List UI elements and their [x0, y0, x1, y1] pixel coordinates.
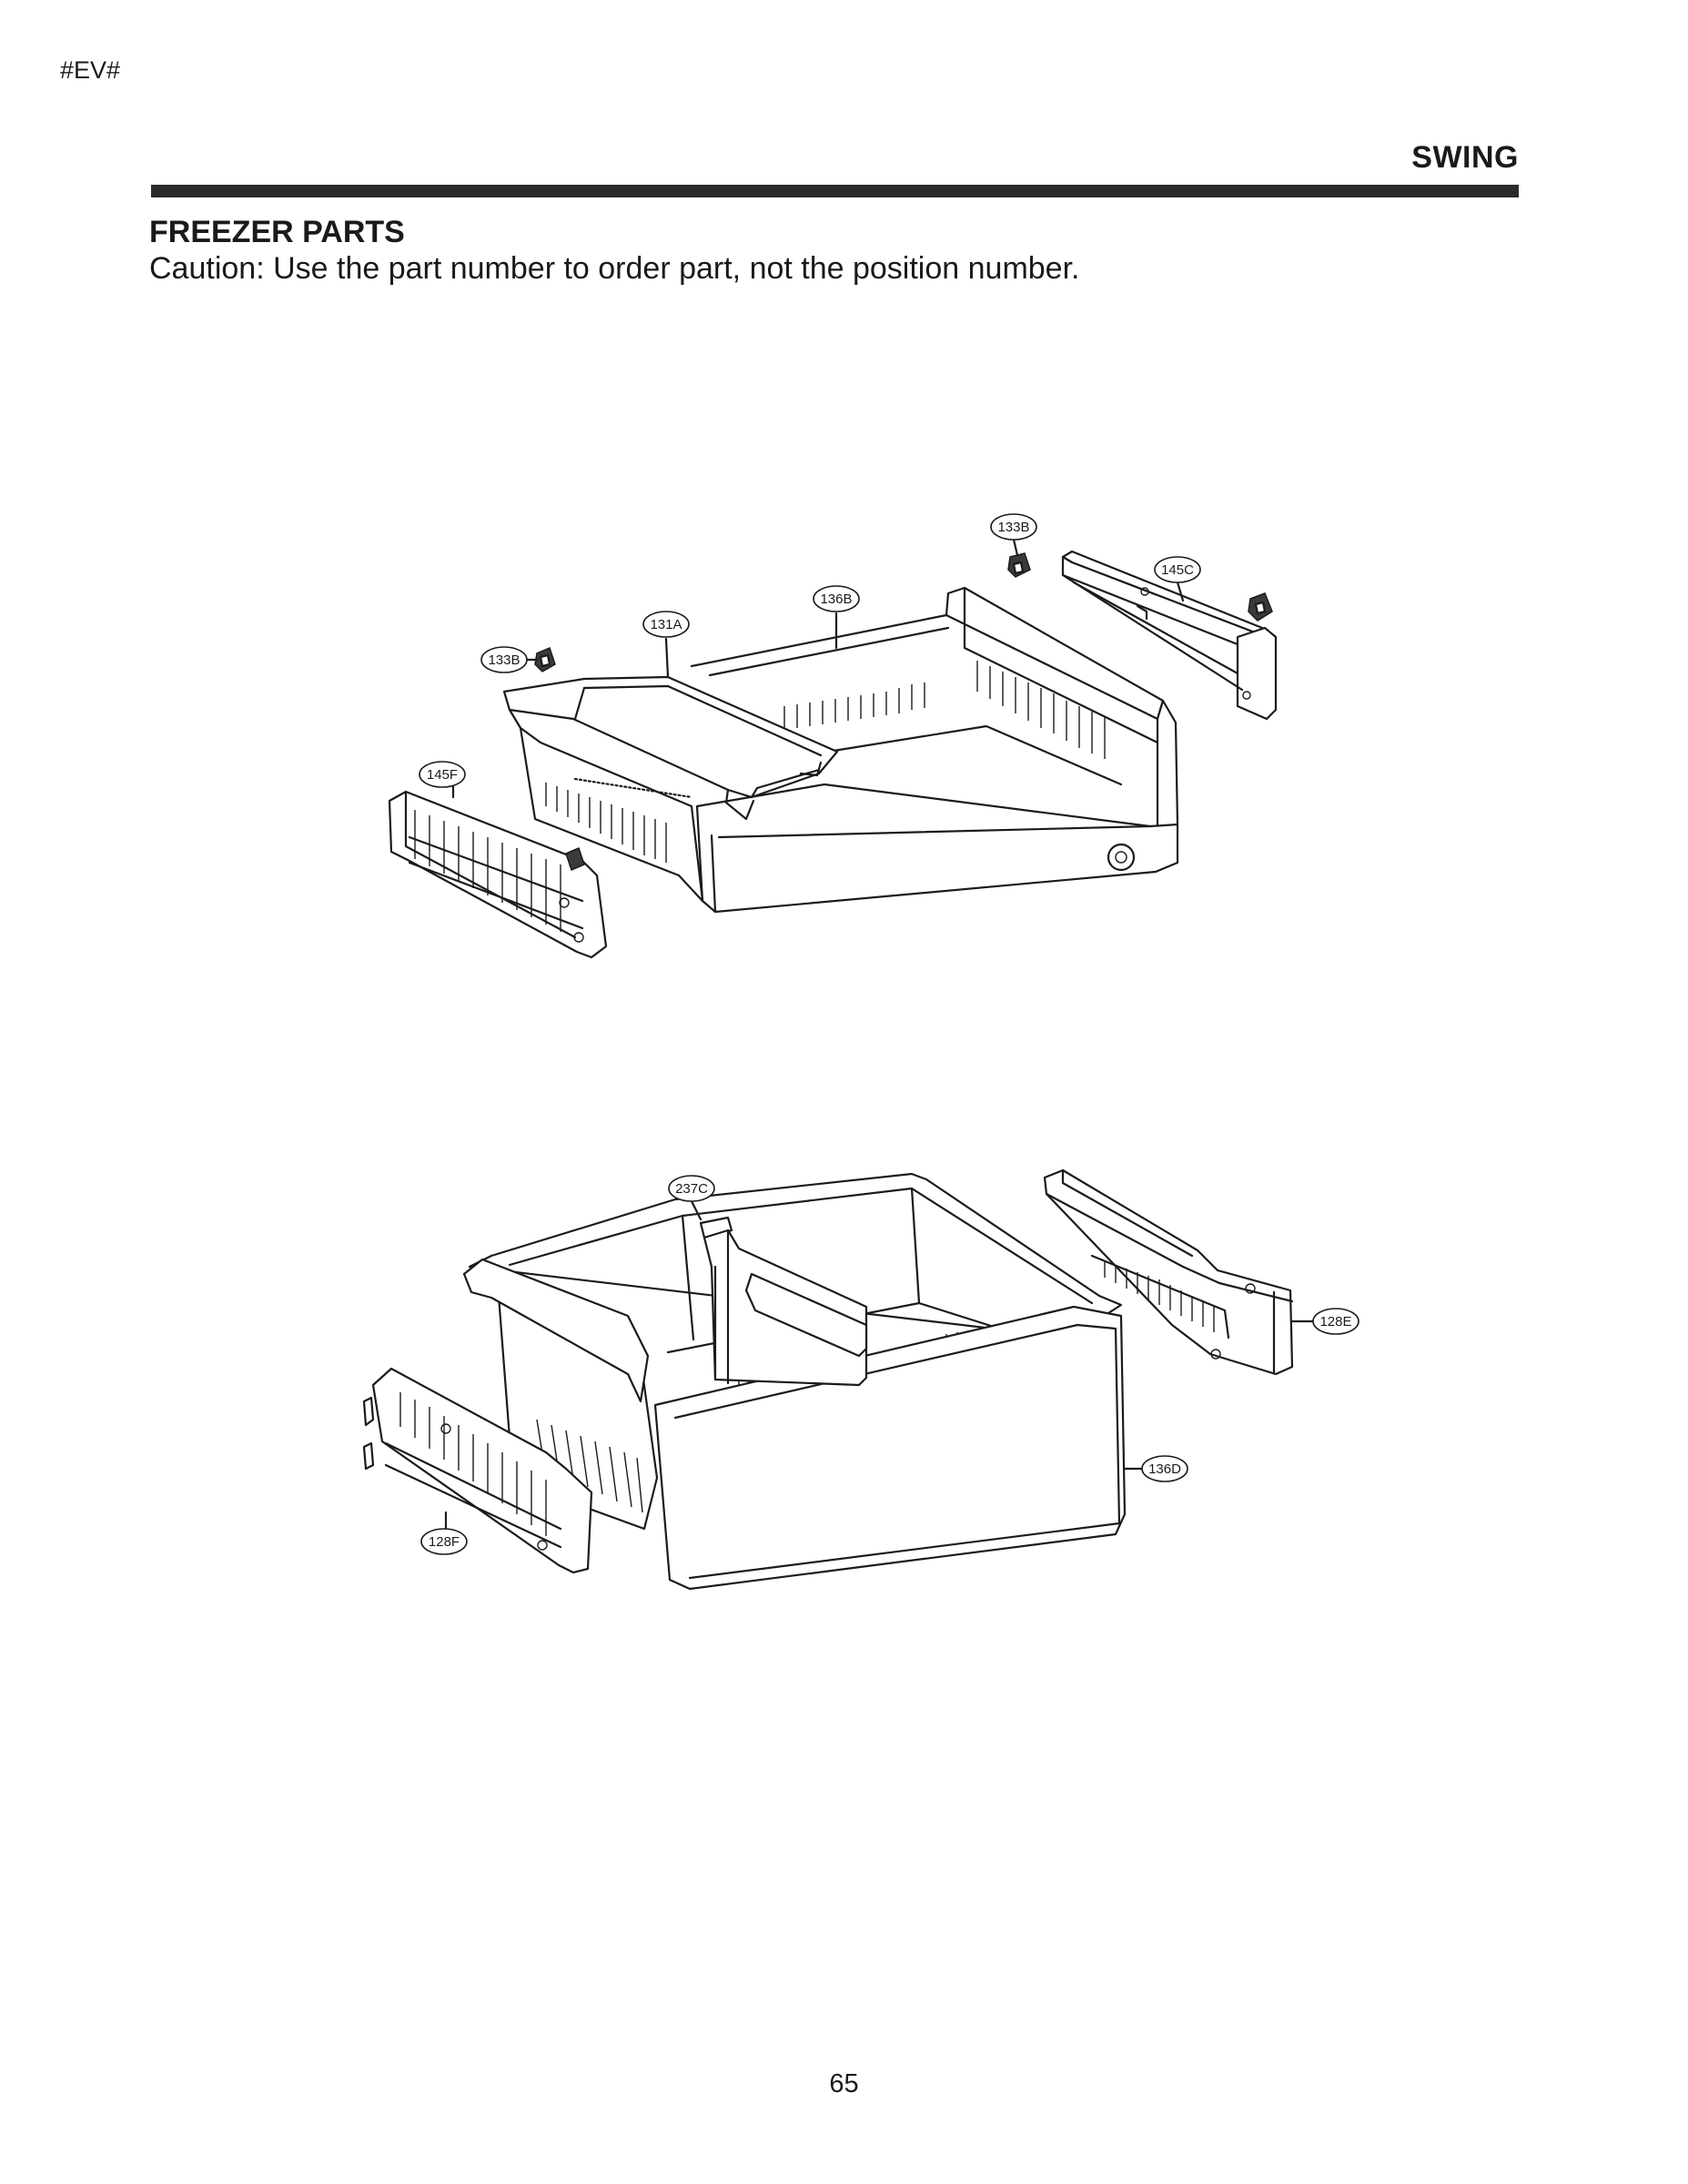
svg-text:128E: 128E	[1319, 1314, 1352, 1330]
svg-text:145C: 145C	[1161, 562, 1194, 578]
svg-text:133B: 133B	[488, 652, 521, 668]
callout-145c	[1155, 557, 1200, 582]
callout-128f	[421, 1529, 467, 1554]
upper-drawer-assembly	[389, 514, 1276, 957]
document-tag: #EV#	[60, 56, 121, 84]
callout-133b-left	[481, 647, 527, 672]
page-title: FREEZER PARTS	[149, 215, 405, 249]
callout-133b-top	[991, 514, 1036, 540]
stopper-133b-left	[535, 648, 555, 672]
callout-237c	[669, 1176, 714, 1201]
callout-145f	[419, 762, 465, 787]
svg-text:131A: 131A	[650, 617, 682, 632]
svg-text:136D: 136D	[1148, 1461, 1181, 1477]
svg-text:133B: 133B	[997, 520, 1030, 535]
page-number: 65	[829, 2069, 859, 2098]
callout-128e	[1313, 1309, 1359, 1334]
callout-131a	[643, 612, 689, 637]
stopper-133b-top	[1008, 553, 1030, 577]
lower-drawer-assembly	[364, 1170, 1359, 1589]
svg-text:237C: 237C	[675, 1181, 708, 1197]
svg-text:145F: 145F	[426, 767, 459, 783]
drawer-136b	[521, 588, 1178, 912]
callout-136d	[1142, 1456, 1188, 1481]
caution-note: Caution: Use the part number to order part, not the position number.	[149, 251, 1080, 286]
stopper-right	[1248, 593, 1272, 621]
svg-text:128F: 128F	[428, 1534, 460, 1550]
callout-136b	[814, 586, 859, 612]
svg-text:136B: 136B	[820, 592, 853, 607]
section-heading: SWING	[1411, 140, 1519, 175]
